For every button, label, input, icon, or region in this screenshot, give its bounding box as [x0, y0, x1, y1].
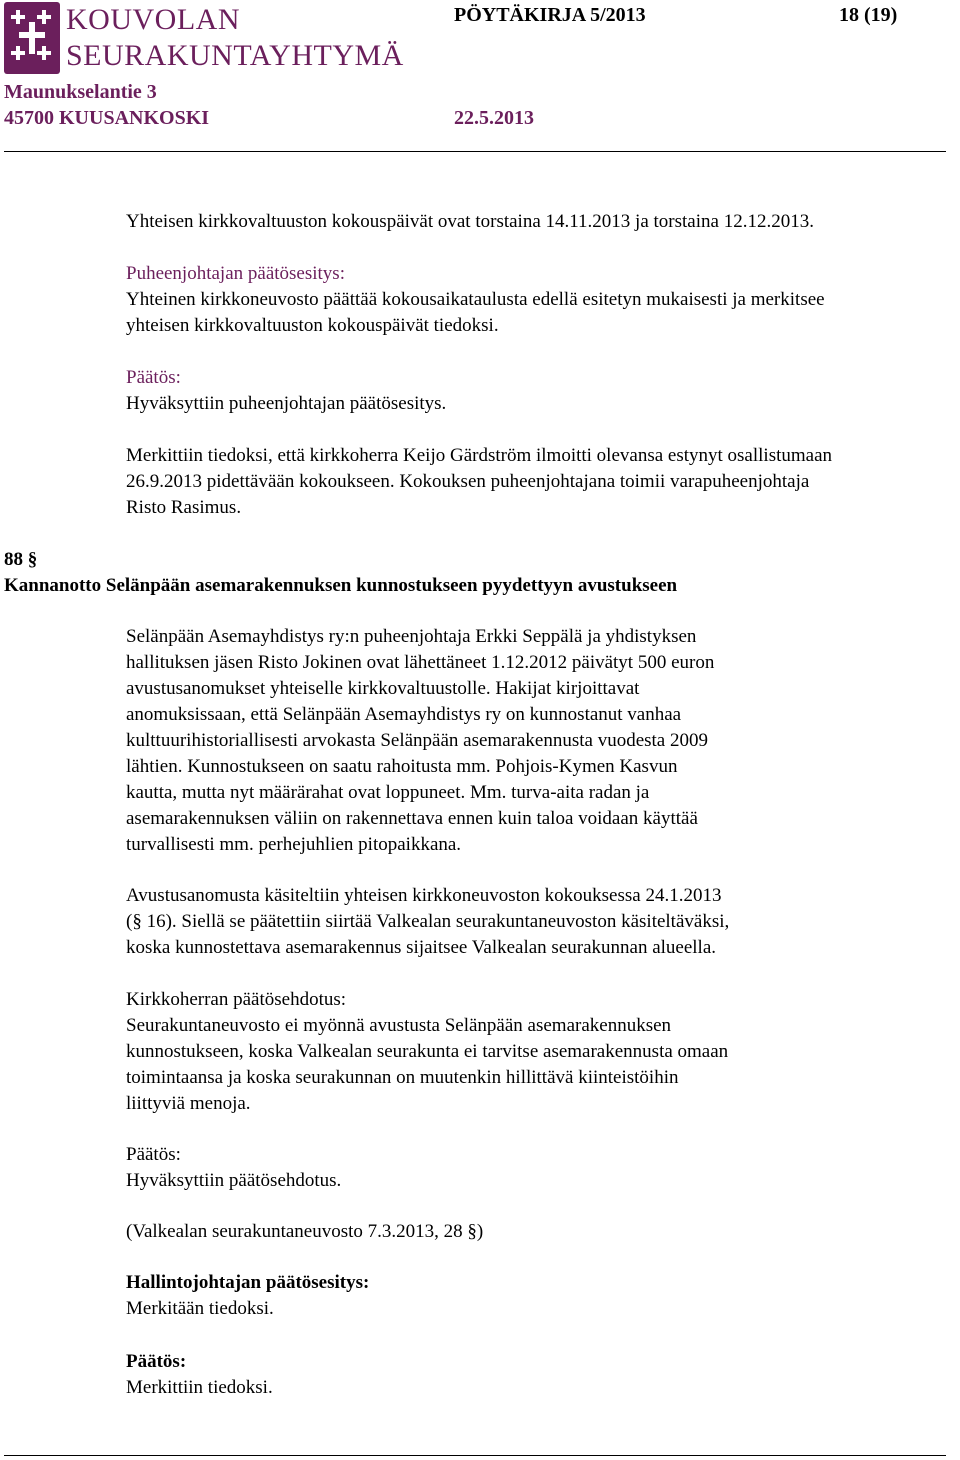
- paragraph-line: Risto Rasimus.: [126, 497, 242, 518]
- paragraph-line: Yhteinen kirkkoneuvosto päättää kokousaikataulusta edellä esitetyn mukaisesti ja merkitsee: [126, 289, 825, 310]
- paragraph-line: lähtien. Kunnostukseen on saatu rahoitusta mm. Pohjois-Kymen Kasvun: [126, 756, 678, 777]
- section-number: 88 §: [4, 549, 38, 570]
- paragraph-line: (§ 16). Siellä se päätettiin siirtää Valkealan seurakuntaneuvoston käsiteltäväksi,: [126, 911, 730, 932]
- paragraph-line: koska kunnostettava asemarakennus sijaitsee Valkealan seurakunnan alueella.: [126, 937, 717, 958]
- paragraph-line: turvallisesti mm. perhejuhlien pitopaikkana.: [126, 834, 462, 855]
- paragraph-line: 26.9.2013 pidettävään kokoukseen. Kokouksen puheenjohtajana toimii varapuheenjohtaja: [126, 471, 810, 492]
- paragraph-line: anomuksissaan, että Selänpään Asemayhdistys ry on kunnostanut vanhaa: [126, 704, 682, 725]
- address-street: Maunukselantie 3: [4, 81, 157, 103]
- paragraph-line: Merkittiin tiedoksi, että kirkkoherra Keijo Gärdström ilmoitti olevansa estynyt osallistumaan: [126, 445, 833, 466]
- paragraph-line: kulttuurihistoriallisesti arvokasta Selänpään asemarakennusta vuodesta 2009: [126, 730, 708, 751]
- paragraph-line: kautta, mutta nyt määrärahat ovat loppuneet. Mm. turva-aita radan ja: [126, 782, 650, 803]
- address-city: 45700 KUUSANKOSKI: [4, 107, 210, 129]
- paragraph-line: hallituksen jäsen Risto Jokinen ovat lähettäneet 1.12.2012 päivätyt 500 euron: [126, 652, 715, 673]
- paragraph-line: Yhteisen kirkkovaltuuston kokouspäivät ovat torstaina 14.11.2013 ja torstaina 12.12.2013.: [126, 211, 814, 232]
- decision-heading: Päätös:: [126, 1351, 187, 1372]
- paragraph-line: Seurakuntaneuvosto ei myönnä avustusta Selänpään asemarakennuksen: [126, 1015, 672, 1036]
- document-title: PÖYTÄKIRJA 5/2013: [454, 4, 646, 26]
- paragraph-line: toimintaansa ja koska seurakunnan on muutenkin hillittävä kiinteistöihin: [126, 1067, 679, 1088]
- document-date: 22.5.2013: [454, 107, 534, 129]
- proposal-heading: Hallintojohtajan päätösesitys:: [126, 1272, 370, 1293]
- paragraph-line: liittyviä menoja.: [126, 1093, 251, 1114]
- footer-divider: [4, 1455, 946, 1456]
- paragraph-line: Merkittiin tiedoksi.: [126, 1377, 273, 1398]
- paragraph-line: Selänpään Asemayhdistys ry:n puheenjohtaja Erkki Seppälä ja yhdistyksen: [126, 626, 697, 647]
- paragraph-line: kunnostukseen, koska Valkealan seurakunta ei tarvitse asemarakennusta omaan: [126, 1041, 729, 1062]
- decision-heading: Päätös:: [126, 1144, 181, 1165]
- paragraph-line: Avustusanomusta käsiteltiin yhteisen kirkkoneuvoston kokouksessa 24.1.2013: [126, 885, 722, 906]
- paragraph-line: yhteisen kirkkovaltuuston kokouspäivät tiedoksi.: [126, 315, 499, 336]
- paragraph-line: asemarakennuksen väliin on rakennettava ennen kuin taloa voidaan käyttää: [126, 808, 698, 829]
- paragraph-line: Hyväksyttiin puheenjohtajan päätösesitys.: [126, 393, 447, 414]
- section-title: Kannanotto Selänpään asemarakennuksen kunnostukseen pyydettyyn avustukseen: [4, 575, 678, 596]
- proposal-heading: Puheenjohtajan päätösesitys:: [126, 263, 345, 284]
- proposal-heading: Kirkkoherran päätösehdotus:: [126, 989, 347, 1010]
- cross-cluster-logo-icon: [4, 2, 60, 74]
- decision-heading: Päätös:: [126, 367, 181, 388]
- org-name-line1: KOUVOLAN: [66, 3, 240, 36]
- paragraph-line: (Valkealan seurakuntaneuvosto 7.3.2013, 28 §): [126, 1221, 484, 1242]
- paragraph-line: Merkitään tiedoksi.: [126, 1298, 274, 1319]
- header-divider: [4, 151, 946, 152]
- page-number: 18 (19): [839, 4, 898, 26]
- org-name-line2: SEURAKUNTAYHTYMÄ: [66, 39, 404, 72]
- paragraph-line: avustusanomukset yhteiselle kirkkovaltuustolle. Hakijat kirjoittavat: [126, 678, 640, 699]
- paragraph-line: Hyväksyttiin päätösehdotus.: [126, 1170, 342, 1191]
